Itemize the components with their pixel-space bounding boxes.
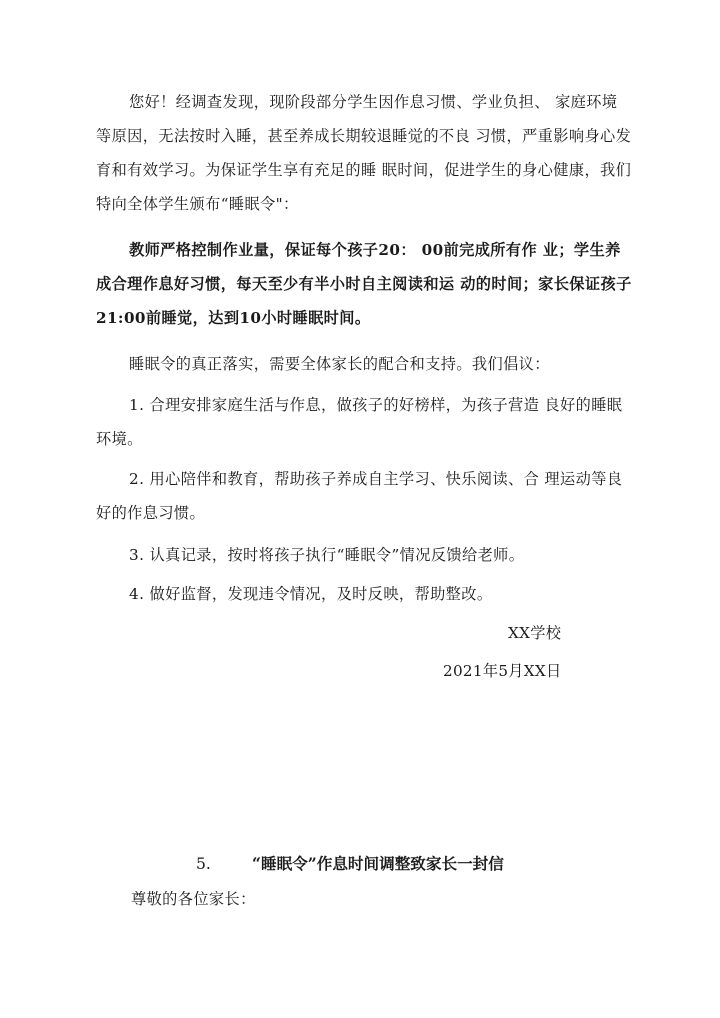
appeal-paragraph: 睡眠令的真正落实，需要全体家长的配合和支持。我们倡议： — [129, 355, 550, 373]
signature-date: 2021年5月XX日 — [443, 662, 562, 680]
salutation: 尊敬的各位家长： — [131, 890, 256, 908]
list-item-1: 1. 合理安排家庭生活与作息，做孩子的好榜样，为孩子营造 良好的睡眠环境。 — [96, 396, 623, 448]
list-item-3: 3. 认真记录，按时将孩子执行“睡眠令”情况反馈给老师。 — [129, 546, 525, 564]
section-title: “睡眠令”作息时间调整致家长一封信 — [252, 854, 504, 873]
intro-paragraph: 您好！经调查发现，现阶段部分学生因作息习惯、学业负担、 家庭环境等原因，无法按时入睡，甚至养成长期较退睡觉的不良 习惯，严重影响身心发育和有效学习。为保证学生享有充足的睡 眠时间，促进学生的身心健康，我们特向全体学生颁布“睡眠令"： — [96, 93, 632, 213]
section-heading — [196, 852, 504, 874]
section-number: 5. — [196, 855, 211, 873]
list-item-4: 4. 做好监督，发现违令情况，及时反映，帮助整改。 — [129, 585, 493, 603]
decree-paragraph: 教师严格控制作业量，保证每个孩子20： 00前完成所有作 业；学生养成合理作息好习惯，每天至少有半小时自主阅读和运 动的时间；家长保证孩子21:00前睡觉，达到10小时睡眠时间。 — [96, 241, 632, 327]
signature-school: XX学校 — [508, 624, 562, 642]
list-item-2: 2. 用心陪伴和教育，帮助孩子养成自主学习、快乐阅读、合 理运动等良好的作息习惯。 — [96, 470, 623, 522]
